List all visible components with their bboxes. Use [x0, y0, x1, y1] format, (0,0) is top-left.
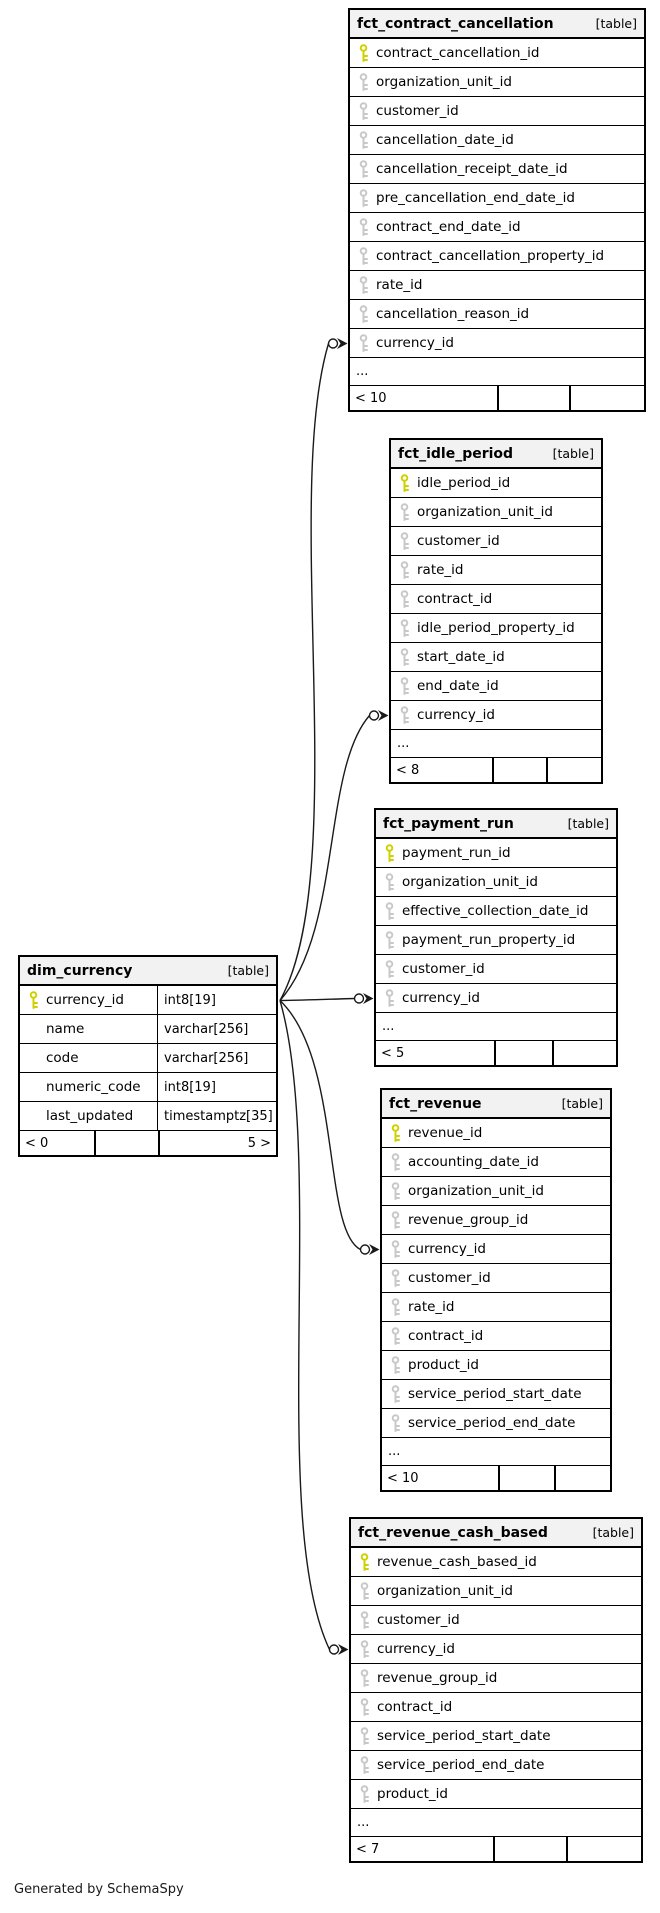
foreign-key-icon: [376, 873, 402, 892]
footer-fk-count: < 10: [387, 1470, 419, 1486]
column-name: organization_unit_id: [417, 504, 553, 520]
column-row-customer_id: [391, 527, 601, 556]
column-row-product_id: [351, 1780, 641, 1809]
foreign-key-icon: [376, 902, 402, 921]
column-row-currency_id: [350, 329, 644, 358]
foreign-key-icon: [350, 73, 376, 92]
arrowhead-icon: [338, 1644, 349, 1655]
table-fct_revenue_cash_based[interactable]: [349, 1517, 643, 1863]
foreign-key-icon: [391, 532, 417, 551]
column-row-contract_cancellation_id: [350, 39, 644, 68]
column-name: currency_id: [402, 990, 480, 1006]
column-row-organization_unit_id: [351, 1577, 641, 1606]
column-row-cancellation_receipt_date_id: [350, 155, 644, 184]
cardinality-circle-icon: [330, 1645, 339, 1654]
foreign-key-icon: [350, 247, 376, 266]
column-row-accounting_date_id: [382, 1148, 610, 1177]
column-row-contract_cancellation_property_id: [350, 242, 644, 271]
footer-cell-mid: [94, 1131, 158, 1155]
column-name: rate_id: [417, 562, 464, 578]
foreign-key-icon: [351, 1611, 377, 1630]
column-name: currency_id: [417, 707, 495, 723]
column-name: revenue_id: [408, 1125, 483, 1141]
table-header: [350, 10, 644, 39]
column-row-idle_period_property_id: [391, 614, 601, 643]
footer-child-count: [566, 1837, 641, 1861]
footer-child-count: [552, 1041, 616, 1065]
column-name: service_period_end_date: [377, 1757, 545, 1773]
foreign-key-icon: [376, 989, 402, 1008]
footer-cell-mid: [493, 1837, 566, 1861]
column-name: revenue_group_id: [408, 1212, 529, 1228]
table-type-badge: [table]: [592, 1525, 634, 1540]
column-row-payment_run_id: [376, 839, 616, 868]
more-columns-ellipsis: ...: [376, 1013, 616, 1041]
column-name: rate_id: [376, 277, 423, 293]
column-row-contract_id: [351, 1693, 641, 1722]
column-name: organization_unit_id: [376, 74, 512, 90]
column-row-revenue_cash_based_id: [351, 1548, 641, 1577]
primary-key-icon: [20, 991, 46, 1010]
footer-fk-count: < 5: [381, 1045, 405, 1061]
table-name[interactable]: dim_currency: [27, 962, 133, 979]
column-row-cancellation_reason_id: [350, 300, 644, 329]
column-row-currency_id: [376, 984, 616, 1013]
column-name: cancellation_receipt_date_id: [376, 161, 568, 177]
column-name: contract_id: [377, 1699, 453, 1715]
column-name: currency_id: [376, 335, 454, 351]
foreign-key-icon: [382, 1356, 408, 1375]
foreign-key-icon: [391, 503, 417, 522]
column-name: last_updated: [46, 1108, 134, 1124]
table-footer: [382, 1466, 610, 1490]
column-type: varchar[256]: [164, 1050, 249, 1066]
footer-cell-mid: [492, 758, 547, 782]
relationship-edge-dim_currency-to-fct_payment_run: [280, 999, 355, 1001]
foreign-key-icon: [351, 1756, 377, 1775]
column-row-idle_period_id: [391, 469, 601, 498]
column-type: varchar[256]: [164, 1021, 249, 1037]
column-row-service_period_start_date: [382, 1380, 610, 1409]
foreign-key-icon: [350, 102, 376, 121]
column-name: contract_cancellation_property_id: [376, 248, 605, 264]
table-name[interactable]: fct_revenue: [389, 1095, 482, 1112]
column-row-currency_id: [391, 701, 601, 730]
table-footer: [350, 386, 644, 410]
foreign-key-icon: [350, 305, 376, 324]
column-name: revenue_cash_based_id: [377, 1554, 537, 1570]
foreign-key-icon: [391, 677, 417, 696]
footer-child-count: [569, 386, 644, 410]
column-row-revenue_id: [382, 1119, 610, 1148]
column-name: service_period_start_date: [408, 1386, 582, 1402]
column-row-product_id: [382, 1351, 610, 1380]
column-row-last_updated: [20, 1102, 276, 1131]
cardinality-circle-icon: [361, 1245, 370, 1254]
table-name[interactable]: fct_idle_period: [398, 445, 514, 462]
table-name[interactable]: fct_revenue_cash_based: [358, 1524, 548, 1541]
table-fct_idle_period[interactable]: [389, 438, 603, 784]
column-name: contract_id: [408, 1328, 484, 1344]
column-name: product_id: [377, 1786, 448, 1802]
primary-key-icon: [391, 474, 417, 493]
column-name-cell: [20, 1102, 158, 1130]
foreign-key-icon: [351, 1727, 377, 1746]
foreign-key-icon: [350, 218, 376, 237]
column-name: cancellation_reason_id: [376, 306, 530, 322]
table-footer: [376, 1041, 616, 1065]
footer-fk-count: < 0: [25, 1135, 49, 1151]
foreign-key-icon: [382, 1327, 408, 1346]
column-row-service_period_end_date: [382, 1409, 610, 1438]
footer-child-count: [546, 758, 601, 782]
column-name: customer_id: [408, 1270, 491, 1286]
table-header: [376, 810, 616, 839]
column-name: accounting_date_id: [408, 1154, 539, 1170]
footer-fk-count: < 8: [396, 762, 420, 778]
foreign-key-icon: [382, 1298, 408, 1317]
foreign-key-icon: [382, 1385, 408, 1404]
column-name: contract_id: [417, 591, 493, 607]
column-row-revenue_group_id: [351, 1664, 641, 1693]
column-name: effective_collection_date_id: [402, 903, 589, 919]
cardinality-circle-icon: [329, 339, 338, 348]
arrowhead-icon: [363, 993, 374, 1004]
table-footer: [20, 1131, 276, 1155]
foreign-key-icon: [391, 706, 417, 725]
foreign-key-icon: [376, 960, 402, 979]
column-name-cell: [20, 1044, 158, 1072]
table-type-badge: [table]: [227, 963, 269, 978]
column-name: customer_id: [402, 961, 485, 977]
column-name-cell: [20, 1073, 158, 1101]
column-row-start_date_id: [391, 643, 601, 672]
table-name[interactable]: fct_contract_cancellation: [357, 15, 554, 32]
column-row-customer_id: [376, 955, 616, 984]
column-row-currency_id: [351, 1635, 641, 1664]
column-row-contract_end_date_id: [350, 213, 644, 242]
foreign-key-icon: [350, 160, 376, 179]
foreign-key-icon: [351, 1698, 377, 1717]
column-row-name: [20, 1015, 276, 1044]
column-name: rate_id: [408, 1299, 455, 1315]
column-type: int8[19]: [164, 1079, 216, 1095]
footer-child-count: 5 >: [158, 1131, 276, 1155]
column-name: service_period_start_date: [377, 1728, 551, 1744]
column-name: pre_cancellation_end_date_id: [376, 190, 575, 206]
column-name: contract_cancellation_id: [376, 45, 540, 61]
table-dim_currency[interactable]: [18, 955, 278, 1157]
column-row-organization_unit_id: [376, 868, 616, 897]
arrowhead-icon: [378, 710, 389, 721]
column-name: organization_unit_id: [402, 874, 538, 890]
arrowhead-icon: [369, 1244, 380, 1255]
relationship-edge-dim_currency-to-fct_idle_period: [280, 716, 370, 1001]
foreign-key-icon: [382, 1414, 408, 1433]
cardinality-circle-icon: [355, 994, 364, 1003]
column-name: organization_unit_id: [408, 1183, 544, 1199]
table-header: [391, 440, 601, 469]
column-row-effective_collection_date_id: [376, 897, 616, 926]
column-name: end_date_id: [417, 678, 499, 694]
column-row-payment_run_property_id: [376, 926, 616, 955]
column-name: numeric_code: [46, 1079, 141, 1095]
table-type-badge: [table]: [595, 16, 637, 31]
column-row-organization_unit_id: [350, 68, 644, 97]
table-type-badge: [table]: [552, 446, 594, 461]
foreign-key-icon: [382, 1269, 408, 1288]
foreign-key-icon: [382, 1182, 408, 1201]
footer-cell-mid: [498, 1466, 554, 1490]
column-row-code: [20, 1044, 276, 1073]
more-columns-ellipsis: ...: [391, 730, 601, 758]
column-row-pre_cancellation_end_date_id: [350, 184, 644, 213]
foreign-key-icon: [351, 1640, 377, 1659]
foreign-key-icon: [382, 1240, 408, 1259]
foreign-key-icon: [382, 1153, 408, 1172]
foreign-key-icon: [391, 619, 417, 638]
column-name: payment_run_id: [402, 845, 511, 861]
foreign-key-icon: [351, 1669, 377, 1688]
column-name: product_id: [408, 1357, 479, 1373]
table-header: [351, 1519, 641, 1548]
footer-fk-count: < 10: [355, 390, 387, 406]
footer-fk-count: < 7: [356, 1841, 380, 1857]
column-name: customer_id: [376, 103, 459, 119]
column-name: payment_run_property_id: [402, 932, 576, 948]
column-row-currency_id: [382, 1235, 610, 1264]
column-name: currency_id: [408, 1241, 486, 1257]
foreign-key-icon: [351, 1582, 377, 1601]
column-row-cancellation_date_id: [350, 126, 644, 155]
column-name: idle_period_id: [417, 475, 511, 491]
column-row-revenue_group_id: [382, 1206, 610, 1235]
column-name: customer_id: [377, 1612, 460, 1628]
primary-key-icon: [382, 1124, 408, 1143]
table-fct_payment_run[interactable]: [374, 808, 618, 1067]
table-footer: [351, 1837, 641, 1861]
column-row-rate_id: [391, 556, 601, 585]
primary-key-icon: [351, 1553, 377, 1572]
column-name-cell: [20, 1015, 158, 1043]
column-name: cancellation_date_id: [376, 132, 514, 148]
column-name: organization_unit_id: [377, 1583, 513, 1599]
foreign-key-icon: [376, 931, 402, 950]
foreign-key-icon: [391, 561, 417, 580]
table-fct_revenue[interactable]: [380, 1088, 612, 1492]
column-name: idle_period_property_id: [417, 620, 575, 636]
column-row-rate_id: [382, 1293, 610, 1322]
cardinality-circle-icon: [370, 711, 379, 720]
table-header: [20, 957, 276, 986]
table-fct_contract_cancellation[interactable]: [348, 8, 646, 412]
column-row-organization_unit_id: [382, 1177, 610, 1206]
table-type-badge: [table]: [567, 816, 609, 831]
footer-cell-mid: [497, 386, 569, 410]
foreign-key-icon: [350, 334, 376, 353]
column-name: code: [46, 1050, 79, 1066]
table-header: [382, 1090, 610, 1119]
column-row-service_period_start_date: [351, 1722, 641, 1751]
column-row-service_period_end_date: [351, 1751, 641, 1780]
table-name[interactable]: fct_payment_run: [383, 815, 514, 832]
column-row-customer_id: [382, 1264, 610, 1293]
column-type: timestamptz[35]: [164, 1108, 273, 1124]
footer-child-count: [554, 1466, 610, 1490]
more-columns-ellipsis: ...: [350, 358, 644, 386]
column-row-end_date_id: [391, 672, 601, 701]
column-row-numeric_code: [20, 1073, 276, 1102]
column-name: revenue_group_id: [377, 1670, 498, 1686]
column-row-customer_id: [351, 1606, 641, 1635]
arrowhead-icon: [337, 338, 348, 349]
column-row-rate_id: [350, 271, 644, 300]
more-columns-ellipsis: ...: [351, 1809, 641, 1837]
primary-key-icon: [350, 44, 376, 63]
column-row-currency_id: [20, 986, 276, 1015]
foreign-key-icon: [350, 189, 376, 208]
footer-cell-mid: [494, 1041, 553, 1065]
column-name: start_date_id: [417, 649, 505, 665]
more-columns-ellipsis: ...: [382, 1438, 610, 1466]
column-row-organization_unit_id: [391, 498, 601, 527]
column-name: currency_id: [46, 992, 124, 1008]
column-name: customer_id: [417, 533, 500, 549]
table-footer: [391, 758, 601, 782]
column-row-contract_id: [382, 1322, 610, 1351]
foreign-key-icon: [382, 1211, 408, 1230]
column-name: currency_id: [377, 1641, 455, 1657]
primary-key-icon: [376, 844, 402, 863]
column-name: name: [46, 1021, 85, 1037]
column-name: contract_end_date_id: [376, 219, 521, 235]
relationship-edge-dim_currency-to-fct_revenue: [280, 1001, 361, 1250]
column-name-cell: [20, 986, 158, 1014]
column-type: int8[19]: [164, 992, 216, 1008]
column-row-contract_id: [391, 585, 601, 614]
foreign-key-icon: [351, 1785, 377, 1804]
foreign-key-icon: [350, 131, 376, 150]
foreign-key-icon: [350, 276, 376, 295]
generator-credit: Generated by SchemaSpy: [14, 1882, 184, 1897]
foreign-key-icon: [391, 648, 417, 667]
column-name: service_period_end_date: [408, 1415, 576, 1431]
column-row-customer_id: [350, 97, 644, 126]
foreign-key-icon: [391, 590, 417, 609]
table-type-badge: [table]: [561, 1096, 603, 1111]
